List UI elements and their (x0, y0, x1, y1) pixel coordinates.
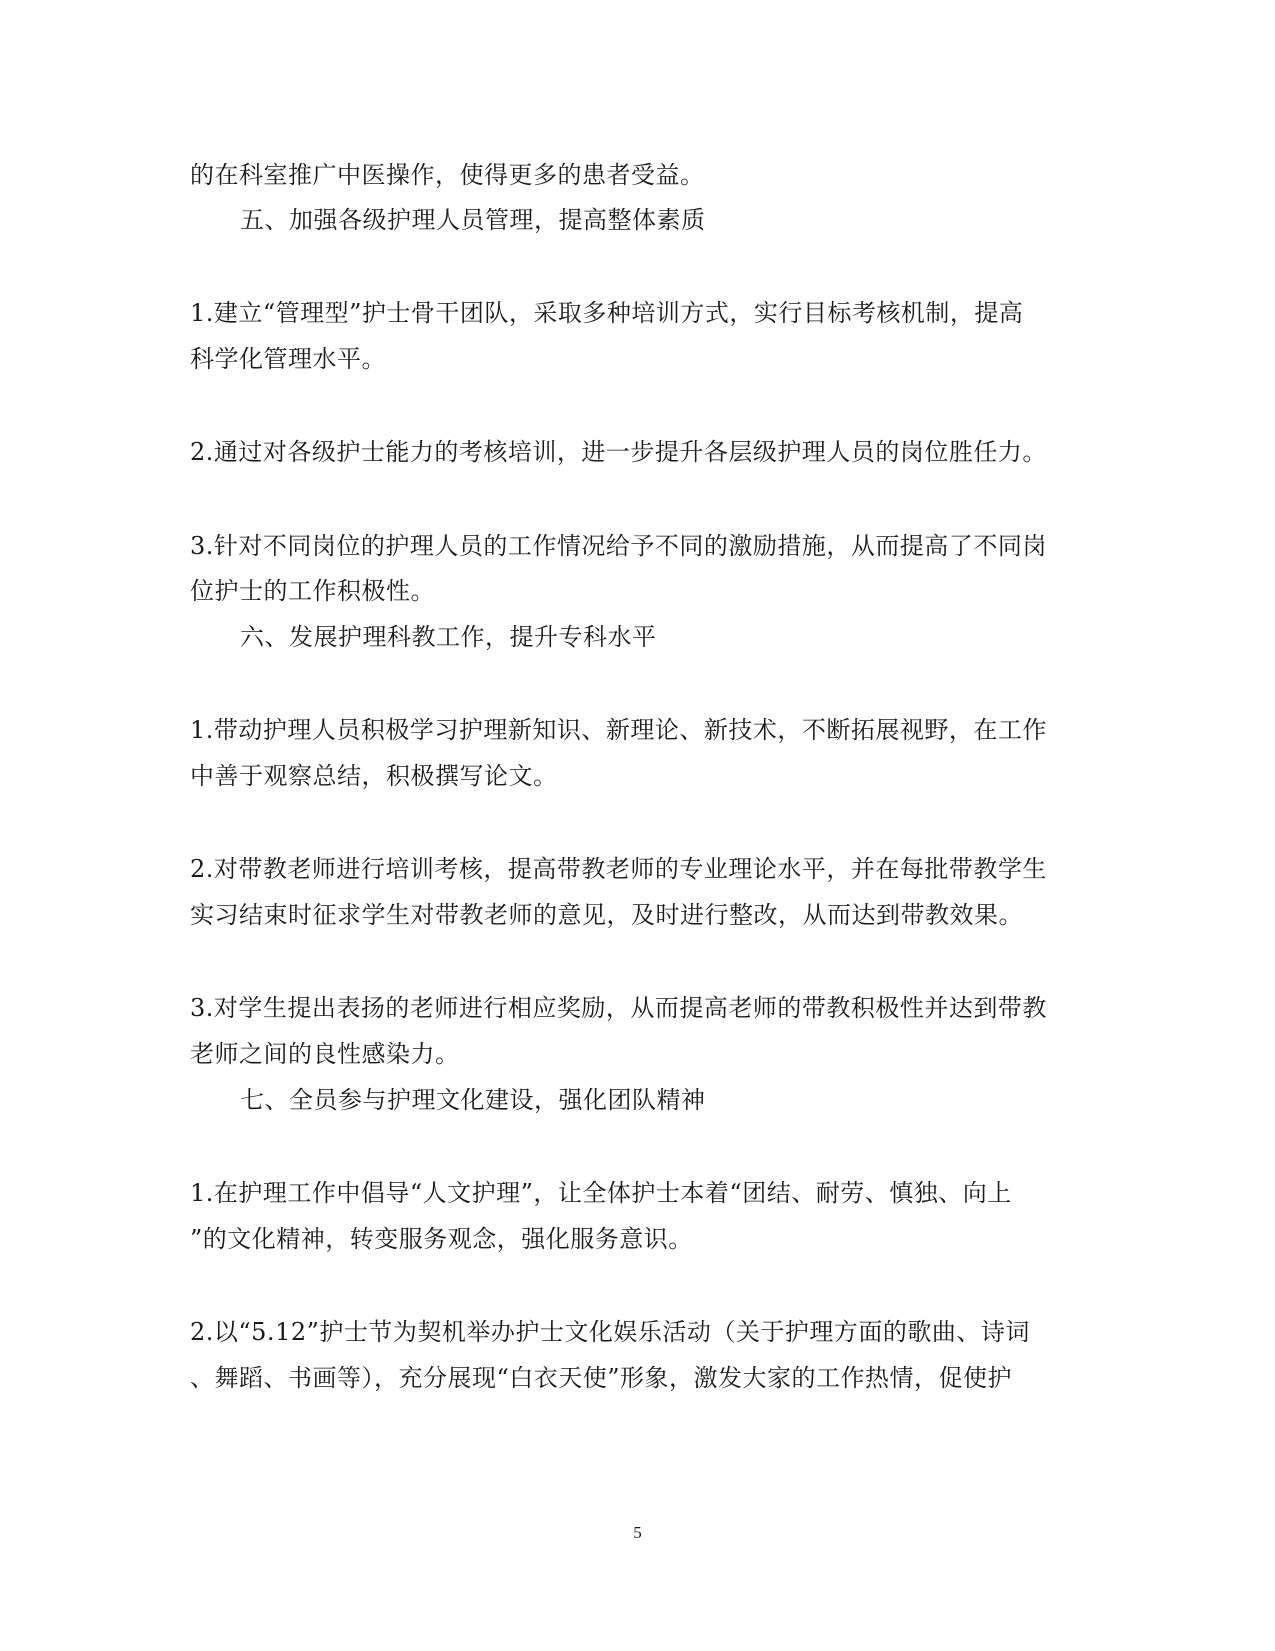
text-line: 2.通过对各级护士能力的考核培训，进一步提升各层级护理人员的岗位胜任力。 (190, 438, 1047, 466)
text-line: 2.对带教老师进行培训考核，提高带教老师的专业理论水平，并在每批带教学生 (190, 855, 1047, 883)
text-line: 科学化管理水平。 (190, 345, 386, 373)
text-line: 1.带动护理人员积极学习护理新知识、新理论、新技术，不断拓展视野，在工作 (190, 716, 1047, 744)
text-line: 位护士的工作积极性。 (190, 577, 435, 605)
text-line: 2.以“5.12”护士节为契机举办护士文化娱乐活动（关于护理方面的歌曲、诗词 (190, 1318, 1030, 1346)
page-number: 5 (633, 1523, 642, 1542)
text-line: 的在科室推广中医操作，使得更多的患者受益。 (190, 161, 705, 189)
text-line: 3.对学生提出表扬的老师进行相应奖励，从而提高老师的带教积极性并达到带教 (190, 994, 1047, 1022)
text-line: ”的文化精神，转变服务观念，强化服务意识。 (190, 1225, 693, 1253)
text-line: 1.建立“管理型”护士骨干团队，采取多种培训方式，实行目标考核机制，提高 (190, 299, 1024, 327)
section-heading-7: 七、全员参与护理文化建设，强化团队精神 (240, 1086, 706, 1114)
section-heading-5: 五、加强各级护理人员管理，提高整体素质 (240, 206, 706, 234)
text-line: 实习结束时征求学生对带教老师的意见，及时进行整改，从而达到带教效果。 (190, 901, 1023, 929)
text-line: 1.在护理工作中倡导“人文护理”，让全体护士本着“团结、耐劳、慎独、向上 (190, 1179, 1012, 1207)
text-line: 、舞蹈、书画等），充分展现“白衣天使”形象，激发大家的工作热情，促使护 (190, 1364, 1013, 1392)
section-heading-6: 六、发展护理科教工作，提升专科水平 (240, 623, 657, 651)
text-line: 3.针对不同岗位的护理人员的工作情况给予不同的激励措施，从而提高了不同岗 (190, 532, 1047, 560)
text-line: 老师之间的良性感染力。 (190, 1040, 460, 1068)
text-line: 中善于观察总结，积极撰写论文。 (190, 762, 558, 790)
